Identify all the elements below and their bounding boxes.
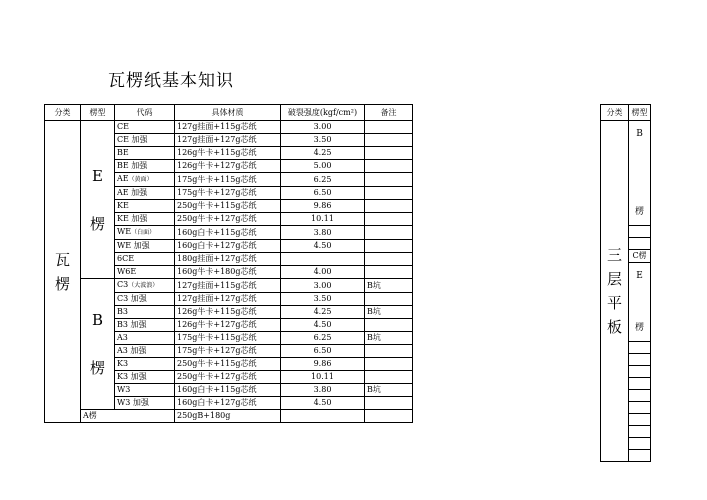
remark-cell xyxy=(365,200,413,213)
material-cell: 160g白卡+115g芯纸 xyxy=(175,384,281,397)
code-cell: KE xyxy=(115,200,175,213)
material-cell: 126g牛卡+115g芯纸 xyxy=(175,306,281,319)
code-cell: A3 xyxy=(115,332,175,345)
flute-b-label: B 楞 xyxy=(81,279,115,410)
remark-cell xyxy=(365,345,413,358)
strength-cell: 6.50 xyxy=(281,345,365,358)
table-row xyxy=(45,121,413,134)
strength-cell: 3.50 xyxy=(281,293,365,306)
code-cell: BE 加强 xyxy=(115,160,175,173)
code-cell: AE（黄面） xyxy=(115,173,175,187)
strength-cell: 4.00 xyxy=(281,266,365,279)
remark-cell xyxy=(365,319,413,332)
header-category: 分类 xyxy=(45,105,81,121)
material-cell: 250g牛卡+127g芯纸 xyxy=(175,371,281,384)
code-cell: C3（大波浪） xyxy=(115,279,175,293)
material-cell: 127g挂面+127g芯纸 xyxy=(175,134,281,147)
material-cell: 250g牛卡+115g芯纸 xyxy=(175,358,281,371)
code-cell: C3 加强 xyxy=(115,293,175,306)
code-cell: AE 加强 xyxy=(115,187,175,200)
remark-cell xyxy=(365,121,413,134)
material-cell: 175g牛卡+115g芯纸 xyxy=(175,173,281,187)
remark-cell xyxy=(365,240,413,253)
code-note: （大波浪） xyxy=(128,282,159,289)
code-cell: KE 加强 xyxy=(115,213,175,226)
strength-cell: 10.11 xyxy=(281,213,365,226)
code-cell: CE 加强 xyxy=(115,134,175,147)
code-cell: BE xyxy=(115,147,175,160)
remark-cell xyxy=(365,253,413,266)
code-cell: W3 xyxy=(115,384,175,397)
code-cell: W6E xyxy=(115,266,175,279)
page-title: 瓦楞纸基本知识 xyxy=(108,71,234,91)
side-category-label: 三 层 平 板 xyxy=(601,121,629,462)
flute-e-label: E 楞 xyxy=(81,121,115,279)
material-cell: 127g挂面+127g芯纸 xyxy=(175,293,281,306)
remark-cell: B坑 xyxy=(365,384,413,397)
remark-cell xyxy=(365,147,413,160)
code-cell: A3 加强 xyxy=(115,345,175,358)
strength-cell: 4.25 xyxy=(281,147,365,160)
code-cell: W3 加强 xyxy=(115,397,175,410)
remark-cell xyxy=(365,160,413,173)
strength-cell: 4.50 xyxy=(281,397,365,410)
material-cell: 175g牛卡+127g芯纸 xyxy=(175,345,281,358)
side-header-category: 分类 xyxy=(601,105,629,121)
category-label: 瓦 楞 xyxy=(45,121,81,423)
header-material: 具体材质 xyxy=(175,105,281,121)
header-row xyxy=(45,105,413,121)
material-cell: 126g牛卡+127g芯纸 xyxy=(175,319,281,332)
strength-cell: 3.80 xyxy=(281,384,365,397)
material-cell: 250g牛卡+115g芯纸 xyxy=(175,200,281,213)
code-cell: CE xyxy=(115,121,175,134)
remark-cell: B坑 xyxy=(365,306,413,319)
remark-cell xyxy=(365,358,413,371)
code-note: （黄面） xyxy=(128,176,153,183)
strength-cell: 4.25 xyxy=(281,306,365,319)
strength-cell: 6.50 xyxy=(281,187,365,200)
remark-cell: B坑 xyxy=(365,332,413,345)
remark-cell xyxy=(365,213,413,226)
code-cell: WE（白面） xyxy=(115,226,175,240)
strength-cell: 9.86 xyxy=(281,200,365,213)
strength-cell: 3.50 xyxy=(281,134,365,147)
remark-cell xyxy=(365,187,413,200)
code-cell: B3 xyxy=(115,306,175,319)
material-cell: 250gB+180g xyxy=(175,410,281,423)
side-flute-e-label: E 楞 xyxy=(629,263,651,342)
header-code: 代码 xyxy=(115,105,175,121)
remark-cell: B坑 xyxy=(365,279,413,293)
side-flute-c-label: C楞 xyxy=(629,250,651,263)
material-cell: 250g牛卡+127g芯纸 xyxy=(175,213,281,226)
remark-cell xyxy=(365,371,413,384)
header-strength: 破裂强度(kgf/cm²) xyxy=(281,105,365,121)
remark-cell xyxy=(365,293,413,306)
strength-cell: 10.11 xyxy=(281,371,365,384)
code-cell: K3 xyxy=(115,358,175,371)
strength-cell: 3.00 xyxy=(281,121,365,134)
remark-cell xyxy=(365,410,413,423)
material-cell: 126g牛卡+127g芯纸 xyxy=(175,160,281,173)
strength-cell: 3.00 xyxy=(281,279,365,293)
code-cell: WE 加强 xyxy=(115,240,175,253)
table-row xyxy=(45,410,413,423)
header-remark: 备注 xyxy=(365,105,413,121)
main-table xyxy=(44,104,413,423)
remark-cell xyxy=(365,397,413,410)
strength-cell: 6.25 xyxy=(281,332,365,345)
strength-cell: 4.50 xyxy=(281,319,365,332)
material-cell: 126g牛卡+115g芯纸 xyxy=(175,147,281,160)
remark-cell xyxy=(365,134,413,147)
side-flute-b-label: B 楞 xyxy=(629,121,651,226)
strength-cell: 9.86 xyxy=(281,358,365,371)
strength-cell xyxy=(281,253,365,266)
material-cell: 127g挂面+115g芯纸 xyxy=(175,121,281,134)
material-cell: 180g挂面+127g芯纸 xyxy=(175,253,281,266)
side-table xyxy=(600,104,651,462)
remark-cell xyxy=(365,173,413,187)
material-cell: 160g白卡+127g芯纸 xyxy=(175,397,281,410)
remark-cell xyxy=(365,226,413,240)
material-cell: 160g牛卡+180g芯纸 xyxy=(175,266,281,279)
code-cell: B3 加强 xyxy=(115,319,175,332)
strength-cell: 6.25 xyxy=(281,173,365,187)
material-cell: 160g白卡+127g芯纸 xyxy=(175,240,281,253)
remark-cell xyxy=(365,266,413,279)
strength-cell xyxy=(281,410,365,423)
material-cell: 127g挂面+115g芯纸 xyxy=(175,279,281,293)
code-cell: K3 加强 xyxy=(115,371,175,384)
material-cell: 160g白卡+115g芯纸 xyxy=(175,226,281,240)
strength-cell: 3.80 xyxy=(281,226,365,240)
header-flute: 楞型 xyxy=(81,105,115,121)
code-cell: 6CE xyxy=(115,253,175,266)
table-row xyxy=(45,279,413,293)
code-note: （白面） xyxy=(131,229,156,236)
material-cell: 175g牛卡+115g芯纸 xyxy=(175,332,281,345)
side-header-flute: 楞型 xyxy=(629,105,651,121)
strength-cell: 4.50 xyxy=(281,240,365,253)
strength-cell: 5.00 xyxy=(281,160,365,173)
flute-a-label: A楞 xyxy=(81,410,175,423)
material-cell: 175g牛卡+127g芯纸 xyxy=(175,187,281,200)
